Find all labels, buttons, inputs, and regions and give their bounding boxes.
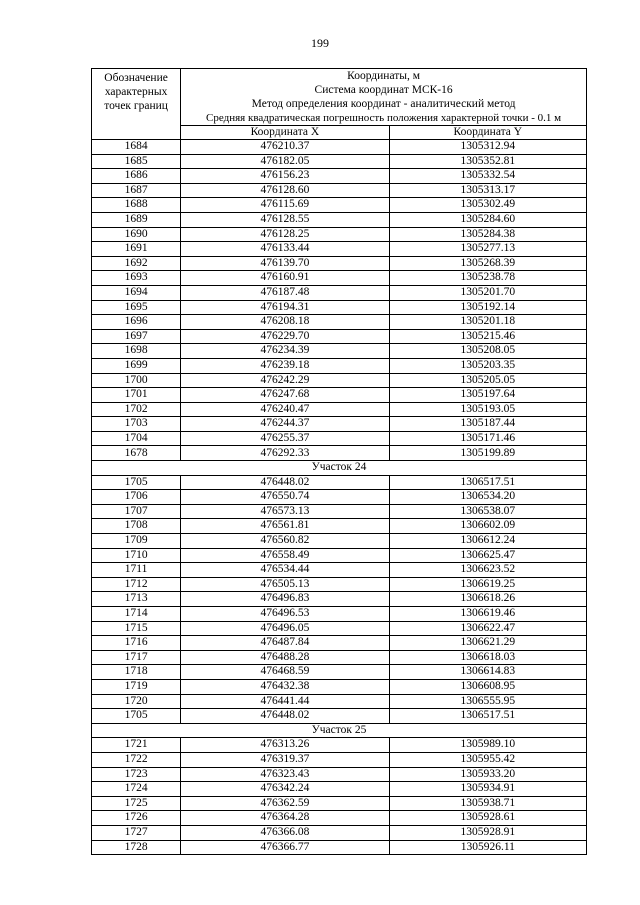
table-row: [92, 548, 587, 563]
point-id-cell: 1721: [92, 738, 181, 753]
point-id-cell: 1699: [92, 358, 181, 373]
point-id-cell: 1697: [92, 329, 181, 344]
coordinate-x-cell: 476182.05: [181, 154, 389, 169]
coordinate-y-cell: 1305201.18: [389, 315, 586, 330]
point-id-cell: 1704: [92, 431, 181, 446]
point-id-cell: 1711: [92, 563, 181, 578]
coordinate-y-cell: 1306622.47: [389, 621, 586, 636]
coordinate-y-cell: 1305187.44: [389, 417, 586, 432]
table-row: [92, 358, 587, 373]
coordinate-x-cell: 476432.38: [181, 679, 389, 694]
point-id-cell: 1686: [92, 169, 181, 184]
points-header-line: характерных: [104, 86, 168, 98]
point-id-cell: 1703: [92, 417, 181, 432]
table-row: [92, 212, 587, 227]
coordinate-x-cell: 476323.43: [181, 767, 389, 782]
table-row: [92, 840, 587, 855]
table-row: [92, 796, 587, 811]
table-header-row: [92, 69, 587, 126]
table-row: [92, 140, 587, 155]
point-id-cell: 1678: [92, 446, 181, 461]
table-row: [92, 825, 587, 840]
point-id-cell: 1700: [92, 373, 181, 388]
table-row: [92, 256, 587, 271]
point-id-cell: 1707: [92, 504, 181, 519]
y-column-header: Координата Y: [389, 126, 586, 140]
point-id-cell: 1716: [92, 636, 181, 651]
coordinate-x-cell: 476292.33: [181, 446, 389, 461]
point-id-cell: 1726: [92, 811, 181, 826]
coordinate-y-cell: 1306619.25: [389, 577, 586, 592]
coords-header-line: Метод определения координат - аналитический метод: [251, 98, 516, 110]
coordinate-y-cell: 1305171.46: [389, 431, 586, 446]
point-id-cell: 1720: [92, 694, 181, 709]
point-id-cell: 1709: [92, 534, 181, 549]
coordinate-y-cell: 1305934.91: [389, 782, 586, 797]
table-row: [92, 577, 587, 592]
points-column-header: [92, 69, 181, 140]
point-id-cell: 1685: [92, 154, 181, 169]
table-row: [92, 767, 587, 782]
coordinate-x-cell: 476115.69: [181, 198, 389, 213]
coordinate-y-cell: 1306618.26: [389, 592, 586, 607]
point-id-cell: 1718: [92, 665, 181, 680]
coordinate-y-cell: 1306612.24: [389, 534, 586, 549]
table-row: [92, 417, 587, 432]
coordinate-y-cell: 1306534.20: [389, 490, 586, 505]
table-row: [92, 183, 587, 198]
coordinate-x-cell: 476156.23: [181, 169, 389, 184]
point-id-cell: 1713: [92, 592, 181, 607]
table-row: [92, 782, 587, 797]
point-id-cell: 1706: [92, 490, 181, 505]
point-id-cell: 1727: [92, 825, 181, 840]
coordinate-y-cell: 1305926.11: [389, 840, 586, 855]
coordinate-y-cell: 1305238.78: [389, 271, 586, 286]
table-row: [92, 534, 587, 549]
point-id-cell: 1694: [92, 285, 181, 300]
point-id-cell: 1717: [92, 650, 181, 665]
coordinate-y-cell: 1305215.46: [389, 329, 586, 344]
table-row: [92, 665, 587, 680]
coordinate-x-cell: 476550.74: [181, 490, 389, 505]
point-id-cell: 1693: [92, 271, 181, 286]
coordinate-y-cell: 1305313.17: [389, 183, 586, 198]
table-row: [92, 519, 587, 534]
table-row: [92, 388, 587, 403]
table-row: [92, 490, 587, 505]
point-id-cell: 1728: [92, 840, 181, 855]
coordinate-y-cell: 1305193.05: [389, 402, 586, 417]
table-row: [92, 344, 587, 359]
table-row: [92, 738, 587, 753]
table-row: [92, 811, 587, 826]
point-id-cell: 1687: [92, 183, 181, 198]
coordinate-x-cell: 476128.55: [181, 212, 389, 227]
coordinate-x-cell: 476561.81: [181, 519, 389, 534]
point-id-cell: 1725: [92, 796, 181, 811]
coordinate-x-cell: 476255.37: [181, 431, 389, 446]
table-row: [92, 285, 587, 300]
table-row: [92, 621, 587, 636]
coordinate-x-cell: 476366.77: [181, 840, 389, 855]
coordinate-y-cell: 1305933.20: [389, 767, 586, 782]
table-row: [92, 592, 587, 607]
section-title: Участок 25: [92, 723, 587, 738]
point-id-cell: 1722: [92, 752, 181, 767]
coordinate-x-cell: 476560.82: [181, 534, 389, 549]
coordinate-x-cell: 476448.02: [181, 475, 389, 490]
coordinate-x-cell: 476534.44: [181, 563, 389, 578]
coordinate-y-cell: 1305201.70: [389, 285, 586, 300]
point-id-cell: 1692: [92, 256, 181, 271]
point-id-cell: 1708: [92, 519, 181, 534]
point-id-cell: 1688: [92, 198, 181, 213]
point-id-cell: 1684: [92, 140, 181, 155]
point-id-cell: 1723: [92, 767, 181, 782]
coordinate-x-cell: 476505.13: [181, 577, 389, 592]
coordinate-x-cell: 476366.08: [181, 825, 389, 840]
table-row: [92, 446, 587, 461]
coordinate-y-cell: 1306625.47: [389, 548, 586, 563]
coordinate-x-cell: 476234.39: [181, 344, 389, 359]
coordinate-y-cell: 1305208.05: [389, 344, 586, 359]
table-row: [92, 504, 587, 519]
point-id-cell: 1710: [92, 548, 181, 563]
point-id-cell: 1712: [92, 577, 181, 592]
point-id-cell: 1715: [92, 621, 181, 636]
table-row: [92, 271, 587, 286]
table-row: [92, 607, 587, 622]
coordinate-x-cell: 476247.68: [181, 388, 389, 403]
coordinate-y-cell: 1305192.14: [389, 300, 586, 315]
point-id-cell: 1698: [92, 344, 181, 359]
coordinate-y-cell: 1305268.39: [389, 256, 586, 271]
point-id-cell: 1724: [92, 782, 181, 797]
coords-header-line: Средняя квадратическая погрешность положения характерной точки - 0.1 м: [206, 112, 562, 124]
coordinate-x-cell: 476242.29: [181, 373, 389, 388]
coordinate-y-cell: 1306517.51: [389, 709, 586, 724]
coordinate-y-cell: 1305312.94: [389, 140, 586, 155]
point-id-cell: 1705: [92, 475, 181, 490]
section-header-row: [92, 723, 587, 738]
coordinate-x-cell: 476194.31: [181, 300, 389, 315]
coordinate-y-cell: 1305197.64: [389, 388, 586, 403]
coordinate-x-cell: 476133.44: [181, 242, 389, 257]
table-row: [92, 563, 587, 578]
coords-header-line: Система координат МСК-16: [314, 84, 453, 96]
coordinate-y-cell: 1305203.35: [389, 358, 586, 373]
coordinate-y-cell: 1305284.38: [389, 227, 586, 242]
coordinate-y-cell: 1306619.46: [389, 607, 586, 622]
coordinate-x-cell: 476573.13: [181, 504, 389, 519]
point-id-cell: 1714: [92, 607, 181, 622]
section-title: Участок 24: [92, 461, 587, 476]
coordinate-x-cell: 476208.18: [181, 315, 389, 330]
coordinate-y-cell: 1305928.91: [389, 825, 586, 840]
coordinate-x-cell: 476210.37: [181, 140, 389, 155]
coordinates-table: [91, 68, 587, 855]
coordinate-x-cell: 476187.48: [181, 285, 389, 300]
coordinate-x-cell: 476342.24: [181, 782, 389, 797]
coordinate-y-cell: 1306621.29: [389, 636, 586, 651]
coordinate-y-cell: 1305199.89: [389, 446, 586, 461]
table-row: [92, 709, 587, 724]
coordinate-x-cell: 476139.70: [181, 256, 389, 271]
table-row: [92, 169, 587, 184]
table-row: [92, 227, 587, 242]
coordinate-y-cell: 1305989.10: [389, 738, 586, 753]
coordinate-x-cell: 476229.70: [181, 329, 389, 344]
coordinate-y-cell: 1305205.05: [389, 373, 586, 388]
point-id-cell: 1696: [92, 315, 181, 330]
point-id-cell: 1719: [92, 679, 181, 694]
coordinates-block-header: [181, 69, 587, 126]
points-header-line: точек границ: [104, 100, 168, 112]
coordinate-y-cell: 1306555.95: [389, 694, 586, 709]
table-row: [92, 198, 587, 213]
point-id-cell: 1702: [92, 402, 181, 417]
coordinate-x-cell: 476240.47: [181, 402, 389, 417]
coordinate-x-cell: 476448.02: [181, 709, 389, 724]
point-id-cell: 1689: [92, 212, 181, 227]
table-row: [92, 329, 587, 344]
coordinate-y-cell: 1305284.60: [389, 212, 586, 227]
table-row: [92, 373, 587, 388]
coordinate-x-cell: 476496.53: [181, 607, 389, 622]
table-row: [92, 154, 587, 169]
coordinate-y-cell: 1306602.09: [389, 519, 586, 534]
coordinate-y-cell: 1305938.71: [389, 796, 586, 811]
table-row: [92, 475, 587, 490]
coordinate-x-cell: 476239.18: [181, 358, 389, 373]
point-id-cell: 1701: [92, 388, 181, 403]
coordinate-y-cell: 1305302.49: [389, 198, 586, 213]
coordinate-y-cell: 1306618.03: [389, 650, 586, 665]
coordinate-x-cell: 476468.59: [181, 665, 389, 680]
point-id-cell: 1705: [92, 709, 181, 724]
page-number: 199: [311, 36, 329, 50]
coordinate-x-cell: 476496.83: [181, 592, 389, 607]
table-row: [92, 679, 587, 694]
coordinate-x-cell: 476488.28: [181, 650, 389, 665]
table-row: [92, 300, 587, 315]
coordinate-x-cell: 476160.91: [181, 271, 389, 286]
coordinate-x-cell: 476244.37: [181, 417, 389, 432]
coordinate-y-cell: 1305928.61: [389, 811, 586, 826]
table-row: [92, 636, 587, 651]
table-row: [92, 431, 587, 446]
table-row: [92, 752, 587, 767]
coordinate-x-cell: 476313.26: [181, 738, 389, 753]
point-id-cell: 1695: [92, 300, 181, 315]
coordinate-y-cell: 1305332.54: [389, 169, 586, 184]
table-row: [92, 650, 587, 665]
coordinate-x-cell: 476364.28: [181, 811, 389, 826]
coordinate-y-cell: 1306614.83: [389, 665, 586, 680]
x-column-header: Координата X: [181, 126, 389, 140]
coordinate-x-cell: 476362.59: [181, 796, 389, 811]
coordinate-x-cell: 476128.25: [181, 227, 389, 242]
table-row: [92, 315, 587, 330]
coordinate-x-cell: 476487.84: [181, 636, 389, 651]
coordinate-x-cell: 476441.44: [181, 694, 389, 709]
coordinate-x-cell: 476319.37: [181, 752, 389, 767]
coordinate-y-cell: 1306623.52: [389, 563, 586, 578]
coordinate-y-cell: 1306608.95: [389, 679, 586, 694]
coordinate-x-cell: 476128.60: [181, 183, 389, 198]
point-id-cell: 1691: [92, 242, 181, 257]
coordinate-x-cell: 476496.05: [181, 621, 389, 636]
section-header-row: [92, 461, 587, 476]
coords-header-line: Координаты, м: [347, 70, 421, 82]
coordinate-y-cell: 1306538.07: [389, 504, 586, 519]
coordinate-y-cell: 1305352.81: [389, 154, 586, 169]
table-row: [92, 242, 587, 257]
points-header-line: Обозначение: [104, 72, 168, 84]
table-row: [92, 694, 587, 709]
coordinate-y-cell: 1305955.42: [389, 752, 586, 767]
table-body: [92, 69, 587, 855]
table-row: [92, 402, 587, 417]
coordinate-y-cell: 1305277.13: [389, 242, 586, 257]
point-id-cell: 1690: [92, 227, 181, 242]
coordinate-x-cell: 476558.49: [181, 548, 389, 563]
coordinate-y-cell: 1306517.51: [389, 475, 586, 490]
